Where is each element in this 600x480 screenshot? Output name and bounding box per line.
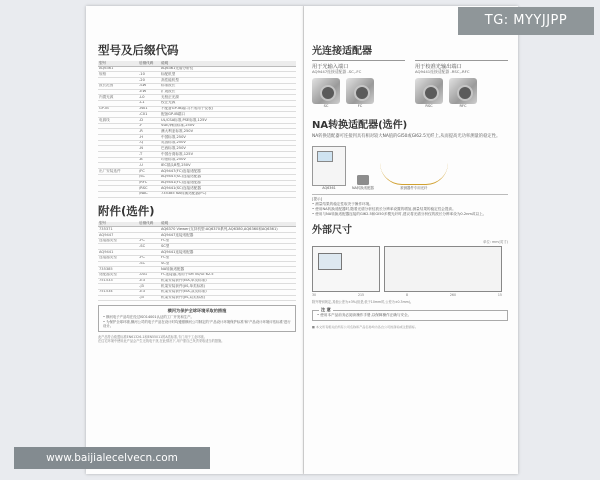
- models-title: 型号及后缀代码: [98, 43, 179, 57]
- accessories-title: 附件(选件): [98, 203, 155, 218]
- na-adapter-title: NA转换适配器(选件): [312, 119, 408, 131]
- foot-line-1: 此产品符合欧盟标准EN61326-1和EN55011的A类标准,专门用于工业环境。: [98, 334, 207, 339]
- cell-suffix: -U: [138, 163, 160, 169]
- cell-suffix: -20: [138, 78, 160, 84]
- cell-model: 出厂安装选件: [98, 169, 138, 175]
- cell-desc: 无校正光源: [160, 95, 296, 101]
- adapter-title: 光连接适配器: [312, 46, 372, 57]
- cell-desc: AQ9441连接适配器: [160, 250, 296, 256]
- input-adapter-box: [312, 60, 405, 108]
- cell-desc: 澳大利亚标准,250V: [160, 129, 296, 135]
- cell-desc: AQ6361光谱分析仪: [160, 66, 296, 72]
- hint-line-2: • 使用NA转换适配器时,随着光谱分析仪波长分辨率设置的增加,测量结果的稳定性会提高。: [312, 206, 456, 211]
- cell-model: 735371: [98, 227, 138, 233]
- cell-suffix: -FC: [138, 255, 160, 261]
- watermark-top: TG: MYYJJPP: [458, 7, 594, 35]
- cell-desc: AQ9447连接适配器: [160, 233, 296, 239]
- cell-suffix: -L1: [138, 100, 160, 106]
- dimension-drawing: [312, 246, 508, 292]
- cell-suffix: -E3: [138, 289, 160, 295]
- input-adapter-sub: AQ9447连接适配器 -SC,-FC: [312, 69, 362, 74]
- table-row: [98, 295, 296, 301]
- cell-desc: SC型: [160, 261, 296, 267]
- cell-desc: 配备GP-IB端口: [160, 112, 296, 118]
- adapter-boxes: [312, 60, 508, 108]
- fc-connector: FC: [346, 78, 374, 108]
- cell-model: AQ9441: [98, 250, 138, 256]
- cell-desc: FC型: [160, 255, 296, 261]
- acc-header-model: 型号: [98, 222, 138, 227]
- cell-suffix: -001: [138, 272, 160, 278]
- cell-suffix: /RFC: [138, 180, 160, 186]
- cell-desc: 机架安装套件(JIS,单类标准): [160, 284, 296, 290]
- cell-model: 波长范围: [98, 83, 138, 89]
- cell-suffix: -L0: [138, 95, 160, 101]
- foot-line-2: 在住宅环境中使用此产品会产生无线电干扰,在此情况下,用户需自己负责采取适当的措施。: [98, 339, 225, 344]
- acc-header-suffix: 后缀代码: [138, 222, 160, 227]
- rfc-connector: RFC: [449, 78, 477, 108]
- cell-suffix: -J3: [138, 295, 160, 301]
- cell-desc: 机架安装套件(EIA,单类标准): [160, 278, 296, 284]
- cell-desc: 中国台湾标准,125V: [160, 152, 296, 158]
- sc-connector-image: [312, 78, 340, 104]
- dimensions-title: 外部尺寸: [312, 225, 352, 237]
- cell-suffix: -F: [138, 123, 160, 129]
- cell-desc: 机架安装套件(JIS,双类标准): [160, 295, 296, 301]
- cell-model: 735385: [98, 267, 138, 273]
- analyzer-image: [312, 146, 346, 186]
- dimension-unit: 单位: mm(英寸): [482, 240, 508, 245]
- cell-suffix: -R: [138, 129, 160, 135]
- cell-desc: 中国标准,250V: [160, 135, 296, 141]
- rfc-connector-image: [449, 78, 477, 104]
- cell-suffix: -SC: [138, 244, 160, 250]
- cell-suffix: /FC: [138, 169, 160, 175]
- cell-suffix: -FC: [138, 238, 160, 244]
- cell-desc: AQ9447(FC)连接适配器: [160, 169, 296, 175]
- cell-suffix: /SC: [138, 174, 160, 180]
- cell-model: 751534: [98, 289, 138, 295]
- cell-suffix: -EW: [138, 89, 160, 95]
- cell-model: 规格: [98, 72, 138, 78]
- cell-suffix: -T: [138, 152, 160, 158]
- cell-desc: 标配机型: [160, 72, 296, 78]
- na-adapter-text: NA转换适配器可连接到具有相对较大NA值的GI50或GI62.5光纤上,从而提高光功率测量的稳定性。: [312, 133, 501, 139]
- cell-model: AQ9447: [98, 233, 138, 239]
- cell-suffix: -N: [138, 146, 160, 152]
- table-row: [98, 191, 296, 197]
- side-view-drawing: [384, 246, 502, 292]
- cell-model: 连接器类型: [98, 238, 138, 244]
- cell-suffix: /RSC: [138, 186, 160, 192]
- cell-suffix: -C01: [138, 112, 160, 118]
- dimension-note: 除外特别规定,其他公差为±3%(但是,低于10mm时,公差为±0.3mm)。: [312, 300, 414, 305]
- hint-line-1: • 测量结果的稳定性取决于操作环境。: [312, 201, 373, 206]
- caution-text: • 使用本产品前务必阅读操作手册,以保障操作正确与安全。: [317, 312, 412, 317]
- environment-notice: [98, 305, 296, 331]
- cell-suffix: -B: [138, 157, 160, 163]
- front-view-drawing: [312, 246, 380, 292]
- cell-desc: IEC插头B型,250V: [160, 163, 296, 169]
- trademark-footnote: ■ 本文所有相关的所有公司名称和产品名称均为各自公司的商标或注册商标。: [312, 324, 418, 329]
- cell-suffix: -SC: [138, 261, 160, 267]
- cell-desc: AQ9441(SC)连接适配器: [160, 186, 296, 192]
- dimensions-section: [312, 221, 508, 304]
- compliance-footnote: [98, 335, 296, 344]
- hint-box: [312, 194, 508, 218]
- cell-desc: FC连接器,适用于SM 50/GI 62.5: [160, 272, 296, 278]
- input-adapter-title: 用于光输入端口: [312, 64, 349, 70]
- cell-model: 电源线: [98, 117, 138, 123]
- cell-desc: NA转换适配器: [160, 267, 296, 273]
- acc-header-desc: 说明: [160, 222, 296, 227]
- header-model: 型号: [98, 61, 138, 66]
- cell-model: AQ6361: [98, 66, 138, 72]
- rsc-connector-image: [415, 78, 443, 104]
- right-page: [304, 6, 518, 474]
- cell-model: GP-IB: [98, 106, 138, 112]
- cell-suffix: -Q: [138, 140, 160, 146]
- cell-desc: 扩展波长: [160, 89, 296, 95]
- cell-desc: 英国标准,250V: [160, 140, 296, 146]
- caution-title: 注 意: [321, 306, 331, 312]
- header-suffix: 后缀代码: [138, 61, 160, 66]
- cell-desc: AQ9441(FC)连接适配器: [160, 180, 296, 186]
- sc-connector: SC: [312, 78, 340, 108]
- fiber-image: [380, 163, 448, 185]
- cell-suffix: -SW: [138, 83, 160, 89]
- left-page: [86, 6, 304, 474]
- cell-suffix: -D: [138, 117, 160, 123]
- cell-suffix: -J3: [138, 284, 160, 290]
- na-adapter-figure: AQ6361 NA转换适配器 被测器件专用光纤: [312, 144, 508, 190]
- cell-desc: VDE/韩国标准,250V: [160, 123, 296, 129]
- cell-desc: SC型: [160, 244, 296, 250]
- notice-title: 横河为保护全球环境采取的措施: [167, 308, 227, 314]
- cell-desc: UL/CSA标准,PSE标准,125V: [160, 117, 296, 123]
- rsc-connector: RSC: [415, 78, 443, 108]
- cell-model: 751533: [98, 278, 138, 284]
- cell-desc: 标准波长: [160, 83, 296, 89]
- cell-model: 内置光源: [98, 95, 138, 101]
- notice-line-1: • 横河电子产品均在经过ISO14001认证的工厂开发和生产。: [103, 314, 194, 319]
- cell-desc: AQ6370 Viewer(支持机型:AQ6370系列,AQ6380,AQ6360和AQ6361): [160, 227, 296, 233]
- hint-line-3: • 使用与NA转换适配器连接的GI62.5和GI50多模光纤时,建议将光谱分析仪的波长分辨率设为0.2nm或以上。: [312, 212, 487, 217]
- cell-suffix: -10: [138, 72, 160, 78]
- fc-connector-image: [346, 78, 374, 104]
- cell-desc: 印度标准,250V: [160, 157, 296, 163]
- model-suffix-table: [98, 61, 296, 198]
- header-desc: 说明: [160, 61, 296, 66]
- cell-model: [98, 295, 138, 301]
- cell-suffix: /NAC: [138, 191, 160, 197]
- cell-suffix: -H: [138, 135, 160, 141]
- cell-model: 连接器类型: [98, 255, 138, 261]
- cell-desc: 巴西标准,250V: [160, 146, 296, 152]
- cell-desc: FC型: [160, 238, 296, 244]
- cell-desc: AQ9447(SC)连接适配器: [160, 174, 296, 180]
- output-adapter-title: 用于校准光输出端口: [415, 64, 462, 70]
- output-adapter-sub: AQ9441连接适配器 -RSC,-RFC: [415, 69, 470, 74]
- na-adapter-image: [357, 175, 369, 185]
- cell-model: [98, 191, 138, 197]
- watermark-bottom-link[interactable]: www.baijialecelvecn.com: [14, 447, 210, 469]
- caution-box: [312, 306, 508, 321]
- cell-desc: 机架安装套件(EIA,双类标准): [160, 289, 296, 295]
- cell-suffix: -E3: [138, 278, 160, 284]
- cell-desc: 高性能机型: [160, 78, 296, 84]
- output-adapter-box: [415, 60, 508, 108]
- dimension-labels: 30 215 8 260 15: [312, 293, 502, 298]
- cell-model: 适配器类型: [98, 272, 138, 278]
- notice-line-2: • 为保护全球环境,横河公司的电子产品在设计时均遵照横河公司制定的'产品设计环境保护标准'和'产品设计环境评估标准'进行设计。: [103, 319, 291, 329]
- accessories-table: [98, 222, 296, 302]
- cell-desc: 735385 NA转换适配器(FC): [160, 191, 296, 197]
- cell-suffix: -N01: [138, 106, 160, 112]
- cell-desc: 校正光源: [160, 100, 296, 106]
- cell-desc: 不配备GP-IB端口(不适用于仪表): [160, 106, 296, 112]
- hint-title: [提示]: [312, 196, 322, 201]
